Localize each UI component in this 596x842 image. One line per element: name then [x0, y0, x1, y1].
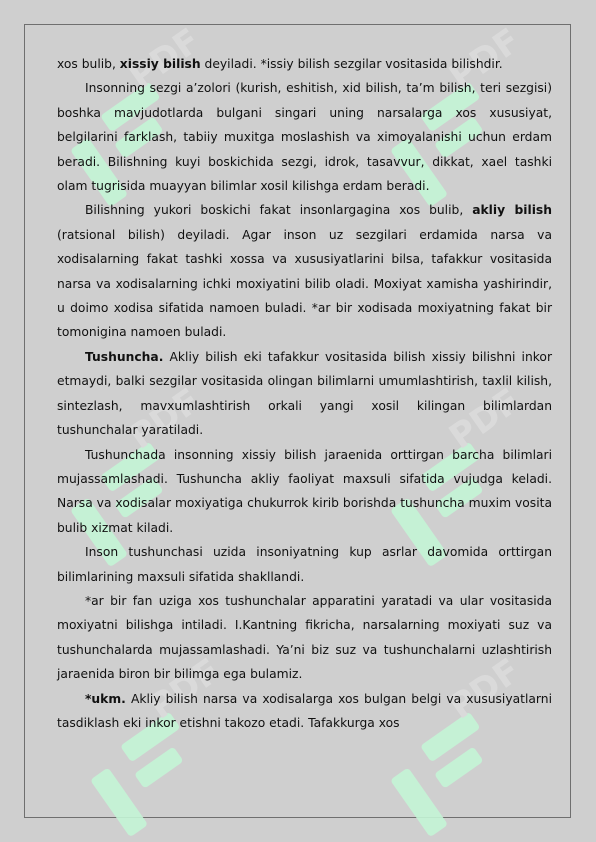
paragraph: *ukm. Akliy bilish narsa va xodisalarga xos bulgan belgi va xususiyatlarni tasdiklash eki inkor etishni takozo etadi. Tafakkurga xos [57, 691, 552, 730]
paragraph: Inson tushunchasi uzida insoniyatning kup asrlar davomida orttirgan bilimlarining maxsuli sifatida shakllandi. [57, 545, 552, 584]
paragraph: Tushuncha. Akliy bilish eki tafakkur vositasida bilish xissiy bilishni inkor etmaydi, balki sezgilar vositasida olingan bilimlarni umumlashtirish, taxlil kilish, sintezlash, mavxumlashtirish orkali yangi xosil kilingan bilimlardan tushunchalar yaratiladi. [57, 349, 552, 438]
paragraph: Insonning sezgi a’zolori (kurish, eshitish, xid bilish, ta’m bilish, teri sezgisi) boshka mavjudotlarda bulgani singari uning narsalarga xos xususiyat, belgilarini farklash, tabiiy muxitga moslashish va ximoyalanishi uchun erdam beradi. Bilishning kuyi boskichida sezgi, idrok, tasavvur, dikkat, xael tashki olam tugrisida muayyan bilimlar xosil kilishga erdam beradi. [57, 81, 552, 194]
document-body [57, 52, 552, 735]
paragraph: *ar bir fan uziga xos tushunchalar apparatini yaratadi va ular vositasida moxiyatni bilishga intiladi. I.Kantning fikricha, narsalarning moxiyati suz va tushunchalarda mujassamlashadi. Ya’ni biz suz va tushunchalarni uzlashtirish jaraenida biron bir bilimga ega bulamiz. [57, 593, 552, 682]
paragraph: Tushunchada insonning xissiy bilish jaraenida orttirgan barcha bilimlari mujassamlashadi. Tushuncha akliy faoliyat maxsuli sifatida vujudga keladi. Narsa va xodisalar moxiyatiga chukurrok kirib borishda tushuncha muxim vosita bulib xizmat kiladi. [57, 447, 552, 535]
paragraph: Bilishning yukori boskichi fakat insonlargagina xos bulib, akliy bilish (ratsional bilish) deyiladi. Agar inson uz sezgilari erdamida narsa va xodisalarning fakat tashki xossa va xususiyatlarini bilsa, tafakkur vositasida narsa va xodisalarning ichki moxiyatini bilib oladi. Moxiyat xamisha yashirindir, u doimo xodisa sifatida namoen buladi. *ar bir xodisada moxiyatning fakat bir tomonigina namoen buladi. [57, 203, 552, 340]
paragraph: xos bulib, xissiy bilish deyiladi. *issiy bilish sezgilar vositasida bilishdir. [57, 57, 503, 71]
